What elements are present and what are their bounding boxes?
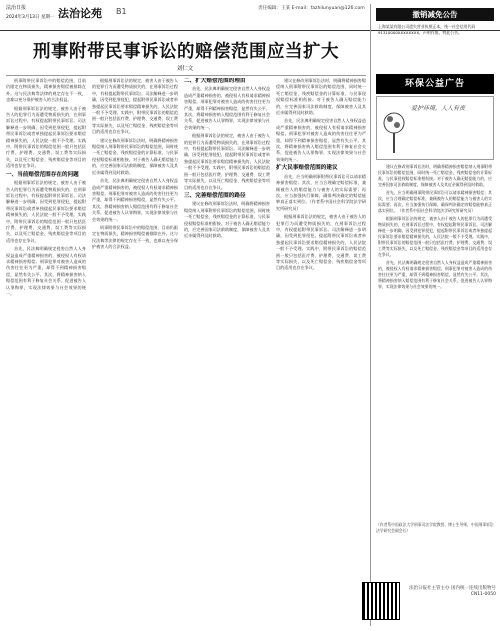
col4-text-a: 建议在修改刑事诉讼法时，明确将精神损害赔偿纳入刑事附带民事诉讼的赔偿范围，同时统一死亡赔偿金、残疾赔偿金的计算标准，与民事侵权赔偿标准相衔接。对于被告人确无赔偿能力的，应完善国家司法救助制度，保障被害人及其近亲属得到及时救助。	[276, 78, 366, 116]
article-intro-repeat: 根据刑事诉讼法的规定，被害人由于被告人的犯罪行为而遭受物质损失的，在刑事诉讼过程中，有权提起附带民事诉讼。司法解释进一步明确，因受到犯罪侵犯，提起附带民事诉讼或者单独提起民事诉讼要求赔偿精神损失的，人民法院一般不予受理。实践中，附带民事诉讼的赔偿范围一般只包括医疗费、护理费、交通费、误工费等实际损失，以及死亡赔偿金、残疾赔偿金等项目的适用也存在争议。	[6, 105, 86, 169]
article-column-4	[276, 78, 366, 626]
section4-title: 扩大民事赔偿范围的建议	[276, 165, 338, 172]
section3-title: 三、完善赔偿范围的路径	[184, 192, 246, 199]
section1-body: 根据刑事诉讼法的规定，被害人由于被告人的犯罪行为而遭受物质损失的，在刑事诉讼过程中，有权提起附带民事诉讼。司法解释进一步明确，因受到犯罪侵犯，提起附带民事诉讼或者单独提起民事诉讼要求赔偿精神损失的，人民法院一般不予受理。实践中，附带民事诉讼的赔偿范围一般只包括医疗费、护理费、交通费、误工费等实际损失，以及死亡赔偿金、残疾赔偿金等项目的适用也存在争议。	[6, 180, 86, 243]
col4-text-c: 根据刑事诉讼法的规定，被害人由于被告人的犯罪行为而遭受物质损失的，在刑事诉讼过程中，有权提起附带民事诉讼。司法解释进一步明确，因受到犯罪侵犯，提起附带民事诉讼或者单独提起民事诉讼要求赔偿精神损失的，人民法院一般不予受理。实践中，附带民事诉讼的赔偿范围一般只包括医疗费、护理费、交通费、误工费等实际损失，以及死亡赔偿金、残疾赔偿金等项目的适用也存在争议。	[276, 214, 366, 271]
section1-title: 一、当前赔偿范围存在的问题	[6, 171, 79, 178]
env-ad-banner: 环保公益广告	[376, 74, 494, 94]
article-intro: 刑事附带民事诉讼中的赔偿范围，目前仍限定在物质损失，精神损害赔偿被排除在外。这与民法典等法律的规定存在不一致，也难以充分保护被害人的合法权益。	[6, 78, 86, 103]
env-ad-box	[376, 96, 494, 160]
article-column-1	[6, 78, 86, 626]
section3-body: 建议在修改刑事诉讼法时，明确将精神损害赔偿纳入刑事附带民事诉讼的赔偿范围，同时统一死亡赔偿金、残疾赔偿金的计算标准，与民事侵权赔偿标准相衔接。对于被告人确无赔偿能力的，应完善国家司法救助制度，保障被害人及其近亲属得到及时救助。	[184, 201, 270, 239]
env-ad-slogan: 爱护环境，人人有责	[411, 105, 466, 112]
section1-body-cont: 首先，民法典明确规定侵害自然人人身权益造成严重精神损害的，被侵权人有权请求精神损害赔偿。刑事犯罪对被害人造成的伤害往往更为严重，却得不到精神损害赔偿，显然有失公平。其次，将精神损害纳入赔偿范围有利于修复社会关系，促进被告人认罪悔罪，实现法律效果与社会效果的统一。	[6, 246, 86, 296]
col2-text-d: 刑事附带民事诉讼中的赔偿范围，目前仍限定在物质损失，精神损害赔偿被排除在外。这与民法典等法律的规定存在不一致，也难以充分保护被害人的合法权益。	[92, 224, 178, 250]
sidebar-divider	[370, 4, 371, 626]
notice-body: 上海某某有限公司遗失营业执照正本，统一社会信用代码91310000XXXXXXXX，声明作废。特此公告。	[378, 24, 476, 35]
article-column-3	[184, 78, 270, 626]
col2-text-a: 根据刑事诉讼法的规定，被害人由于被告人的犯罪行为而遭受物质损失的，在刑事诉讼过程中，有权提起附带民事诉讼。司法解释进一步明确，因受到犯罪侵犯，提起附带民事诉讼或者单独提起民事诉讼要求赔偿精神损失的，人民法院一般不予受理。实践中，附带民事诉讼的赔偿范围一般只包括医疗费、护理费、交通费、误工费等实际损失，以及死亡赔偿金、残疾赔偿金等项目的适用也存在争议。	[92, 78, 178, 135]
section4-body: 首先，应当明确刑事附带民事诉讼可以请求精神损害赔偿；其次，应当合理确定赔偿标准，兼顾被告人的赔偿能力与被害人的实际需要；再次，应当加强执行保障，确保判决确定的赔偿能够真正落实到位。（作者系中国社会科学院法学研究所研究员）	[276, 173, 366, 211]
page-number: B1	[116, 7, 127, 16]
col2-text-c: 首先，民法典明确规定侵害自然人人身权益造成严重精神损害的，被侵权人有权请求精神损害赔偿。刑事犯罪对被害人造成的伤害往往更为严重，却得不到精神损害赔偿，显然有失公平。其次，将精神损害纳入赔偿范围有利于修复社会关系，促进被告人认罪悔罪，实现法律效果与社会效果的统一。	[92, 178, 178, 222]
sidebar-text-d: 首先，民法典明确规定侵害自然人人身权益造成严重精神损害的，被侵权人有权请求精神损害赔偿。刑事犯罪对被害人造成的伤害往往更为严重，却得不到精神损害赔偿，显然有失公平。其次，将精神损害纳入赔偿范围有利于修复社会关系，促进被告人认罪悔罪，实现法律效果与社会效果的统一。	[378, 260, 492, 289]
section2-body: 首先，民法典明确规定侵害自然人人身权益造成严重精神损害的，被侵权人有权请求精神损害赔偿。刑事犯罪对被害人造成的伤害往往更为严重，却得不到精神损害赔偿，显然有失公平。其次，将精神损害纳入赔偿范围有利于修复社会关系，促进被告人认罪悔罪，实现法律效果与社会效果的统一。	[184, 86, 270, 130]
footer-text: 法治日报社主管主办 国内统一连续出版物号 CN11-0050	[409, 586, 496, 597]
sidebar-text-a: 建议在修改刑事诉讼法时，明确将精神损害赔偿纳入刑事附带民事诉讼的赔偿范围，同时统一死亡赔偿金、残疾赔偿金的计算标准，与民事侵权赔偿标准相衔接。对于被告人确无赔偿能力的，应完善国家司法救助制度，保障被害人及其近亲属得到及时救助。	[378, 164, 492, 187]
qr-code-icon	[362, 582, 400, 620]
article-byline: 刘仁文	[176, 66, 194, 72]
editor-line: 责任编辑：王某 E-mail：fazhilunyuan@126.com	[258, 6, 365, 11]
sidebar-text-b: 首先，应当明确刑事附带民事诉讼可以请求精神损害赔偿；其次，应当合理确定赔偿标准，兼顾被告人的赔偿能力与被害人的实际需要；再次，应当加强执行保障，确保判决确定的赔偿能够真正落实到位。（作者系中国社会科学院法学研究所研究员）	[378, 190, 492, 213]
col4-text-b: 首先，民法典明确规定侵害自然人人身权益造成严重精神损害的，被侵权人有权请求精神损害赔偿。刑事犯罪对被害人造成的伤害往往更为严重，却得不到精神损害赔偿，显然有失公平。其次，将精神损害纳入赔偿范围有利于修复社会关系，促进被告人认罪悔罪，实现法律效果与社会效果的统一。	[276, 118, 366, 162]
sidebar-text-c: 根据刑事诉讼法的规定，被害人由于被告人的犯罪行为而遭受物质损失的，在刑事诉讼过程中，有权提起附带民事诉讼。司法解释进一步明确，因受到犯罪侵犯，提起附带民事诉讼或者单独提起民事诉讼要求赔偿精神损失的，人民法院一般不予受理。实践中，附带民事诉讼的赔偿范围一般只包括医疗费、护理费、交通费、误工费等实际损失，以及死亡赔偿金、残疾赔偿金等项目的适用也存在争议。	[378, 216, 492, 257]
sidebar-article	[378, 164, 492, 516]
article-headline: 刑事附带民事诉讼的赔偿范围应当扩大	[33, 42, 339, 62]
author-note: （作者系中国政法大学刑事司法学院教授、博士生导师，中国刑事诉讼法学研究会副会长）	[376, 522, 494, 533]
section2-title: 二、扩大赔偿范围的理由	[184, 78, 246, 84]
notice-banner: 撤销减免公告	[376, 8, 494, 21]
section-title: 法治论苑	[58, 7, 102, 20]
headline-rule	[6, 75, 366, 76]
col3-text-b: 根据刑事诉讼法的规定，被害人由于被告人的犯罪行为而遭受物质损失的，在刑事诉讼过程中，有权提起附带民事诉讼。司法解释进一步明确，因受到犯罪侵犯，提起附带民事诉讼或者单独提起民事诉讼要求赔偿精神损失的，人民法院一般不予受理。实践中，附带民事诉讼的赔偿范围一般只包括医疗费、护理费、交通费、误工费等实际损失，以及死亡赔偿金、残疾赔偿金等项目的适用也存在争议。	[184, 133, 270, 190]
col2-text-b: 建议在修改刑事诉讼法时，明确将精神损害赔偿纳入刑事附带民事诉讼的赔偿范围，同时统一死亡赔偿金、残疾赔偿金的计算标准，与民事侵权赔偿标准相衔接。对于被告人确无赔偿能力的，应完善国家司法救助制度，保障被害人及其近亲属得到及时救助。	[92, 137, 178, 175]
issue-date: 2024年3月13日 星期一	[6, 15, 55, 20]
tree-icon	[383, 105, 405, 155]
paper-name: 法治日报	[6, 5, 27, 11]
article-column-2	[92, 78, 178, 626]
